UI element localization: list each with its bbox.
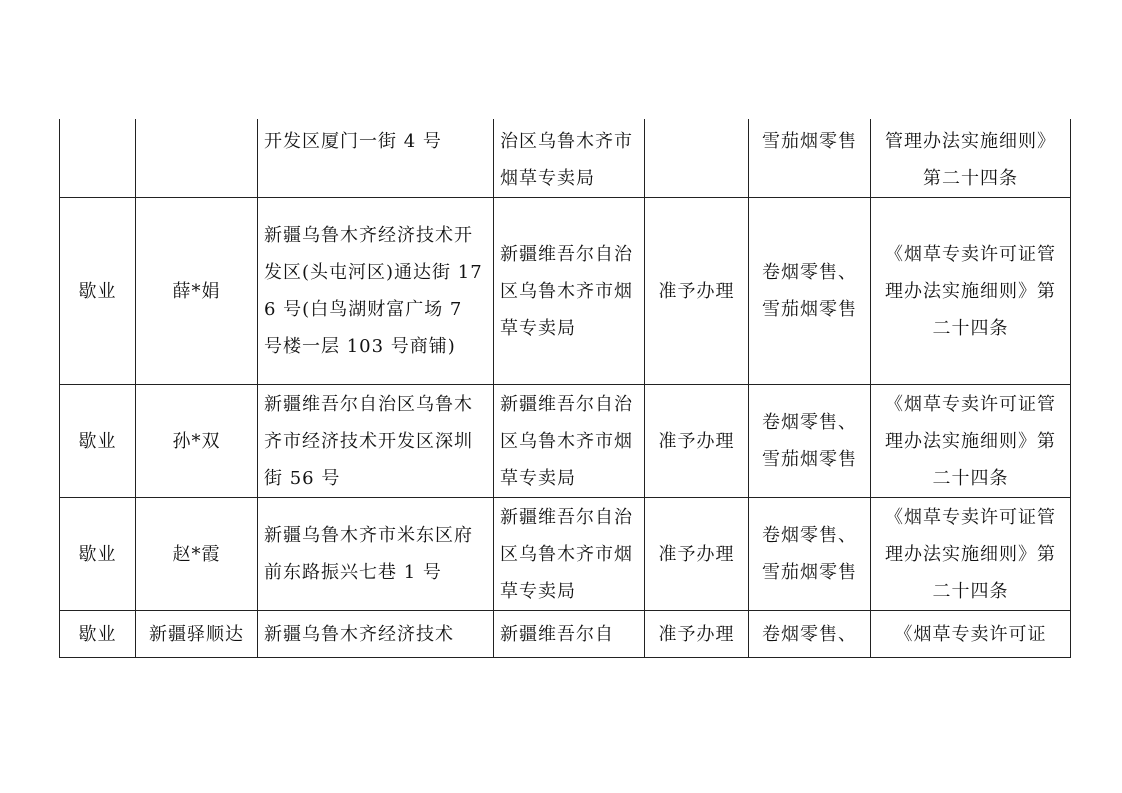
table-row	[60, 198, 1071, 385]
basis-cell: 管理办法实施细则》第二十四条	[871, 119, 1071, 198]
table-row	[60, 119, 1071, 198]
type-cell	[60, 119, 136, 198]
address-cell: 开发区厦门一街 4 号	[258, 119, 494, 198]
name-cell: 新疆驿顺达	[136, 611, 258, 658]
decision-cell: 准予办理	[645, 498, 749, 611]
authority-cell: 新疆维吾尔自治区乌鲁木齐市烟草专卖局	[494, 198, 645, 385]
table-row	[60, 611, 1071, 658]
license-table	[59, 119, 1071, 658]
scope-cell: 卷烟零售、雪茄烟零售	[749, 198, 871, 385]
address-cell: 新疆乌鲁木齐经济技术开发区(头屯河区)通达街 176 号(白鸟湖财富广场 7 号楼一层 103 号商铺)	[258, 198, 494, 385]
basis-cell: 《烟草专卖许可证管理办法实施细则》第二十四条	[871, 385, 1071, 498]
scope-cell: 卷烟零售、雪茄烟零售	[749, 385, 871, 498]
basis-cell: 《烟草专卖许可证	[871, 611, 1071, 658]
name-cell: 薛*娟	[136, 198, 258, 385]
type-cell: 歇业	[60, 611, 136, 658]
name-cell: 赵*霞	[136, 498, 258, 611]
address-cell: 新疆乌鲁木齐经济技术	[258, 611, 494, 658]
basis-cell: 《烟草专卖许可证管理办法实施细则》第二十四条	[871, 198, 1071, 385]
name-cell: 孙*双	[136, 385, 258, 498]
scope-cell: 卷烟零售、雪茄烟零售	[749, 498, 871, 611]
scope-cell: 卷烟零售、	[749, 611, 871, 658]
basis-cell: 《烟草专卖许可证管理办法实施细则》第二十四条	[871, 498, 1071, 611]
type-cell: 歇业	[60, 198, 136, 385]
table-row	[60, 385, 1071, 498]
decision-cell: 准予办理	[645, 385, 749, 498]
scope-cell: 雪茄烟零售	[749, 119, 871, 198]
address-cell: 新疆维吾尔自治区乌鲁木齐市经济技术开发区深圳街 56 号	[258, 385, 494, 498]
name-cell	[136, 119, 258, 198]
authority-cell: 新疆维吾尔自治区乌鲁木齐市烟草专卖局	[494, 385, 645, 498]
authority-cell: 新疆维吾尔自治区乌鲁木齐市烟草专卖局	[494, 498, 645, 611]
decision-cell	[645, 119, 749, 198]
decision-cell: 准予办理	[645, 611, 749, 658]
decision-cell: 准予办理	[645, 198, 749, 385]
authority-cell: 新疆维吾尔自	[494, 611, 645, 658]
type-cell: 歇业	[60, 385, 136, 498]
address-cell: 新疆乌鲁木齐市米东区府前东路振兴七巷 1 号	[258, 498, 494, 611]
type-cell: 歇业	[60, 498, 136, 611]
table-row	[60, 498, 1071, 611]
authority-cell: 治区乌鲁木齐市烟草专卖局	[494, 119, 645, 198]
